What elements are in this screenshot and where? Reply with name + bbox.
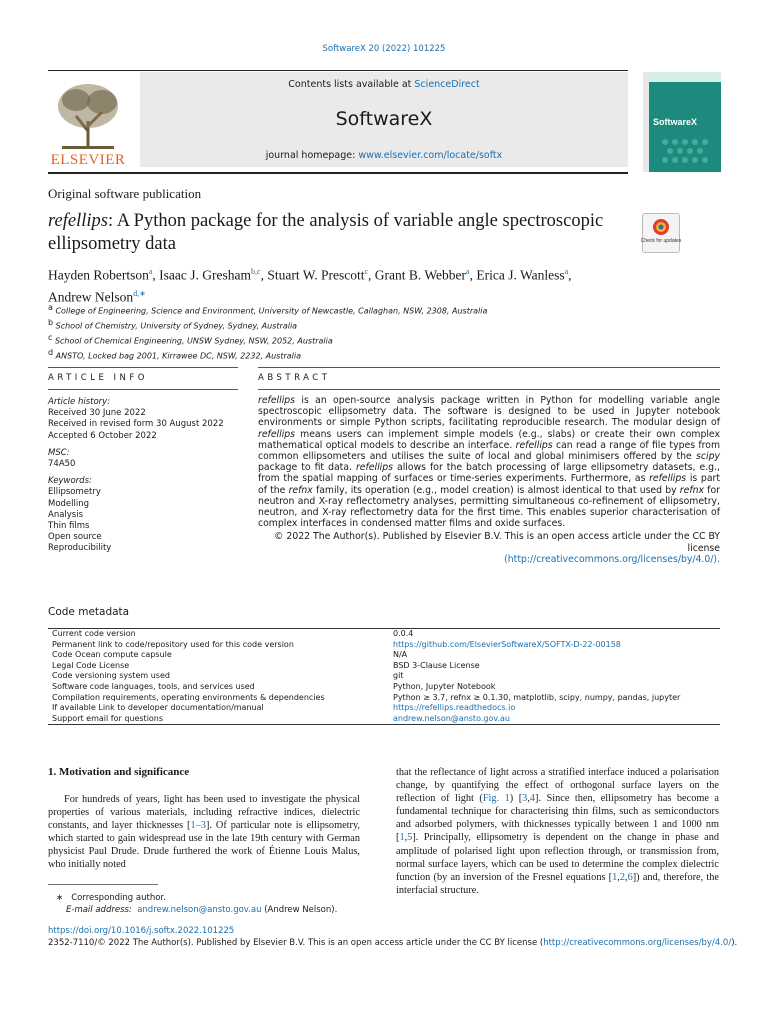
history-label: Article history:: [48, 397, 111, 407]
body-text-run: ,: [404, 832, 408, 844]
abstract-italic-term: refnx: [288, 484, 313, 496]
cc-license-link[interactable]: (http://creativecommons.org/licenses/by/4.0/).: [504, 553, 720, 565]
section-heading: 1. Motivation and significance: [48, 766, 190, 778]
code-metadata-key: Code Ocean compute capsule: [52, 650, 172, 660]
body-text-run: ,: [617, 871, 620, 883]
keyword: Analysis: [48, 509, 84, 520]
article-info-rule: [48, 389, 238, 390]
abstract-italic-term: refellips: [258, 395, 296, 406]
code-metadata-value-cell: [389, 671, 720, 682]
code-metadata-value-cell: [389, 650, 720, 661]
body-text-run: ]. Principally, ellipsometry is dependent on the change in phase and amplitude of polarised light upon reflection through, or transmission from, normal surface layers, which can be used to determine the complex dielectric function (by an inversion of the Fresnel equations [: [396, 832, 719, 883]
msc-code: 74A50: [48, 459, 76, 470]
code-metadata-row: [48, 661, 720, 672]
journal-homepage-link[interactable]: www.elsevier.com/locate/softx: [358, 150, 503, 161]
title-italic-part: refellips: [48, 211, 108, 231]
keyword-list: [48, 487, 238, 554]
affiliation-item: [48, 317, 487, 332]
body-column-left: [48, 793, 360, 872]
affiliation-mark: c: [48, 333, 53, 343]
abstract-italic-term: refellips: [258, 428, 296, 440]
abstract-italic-term: refellips: [355, 462, 394, 474]
abstract-text-run: is an open-source analysis package written in Python for modelling variable angle spectroscopic ellipsometry data. The software is designed to be used in Jupyter notebook environments or simple Python scripts, facilitating reproducible research. The modular design of: [258, 395, 720, 429]
citation-link[interactable]: 1: [612, 871, 618, 883]
body-text-run: ]. Of particular note is ellipsometry, which started to gain widespread use in the late 19th century with German physicist Paul Drude. Drude furthered the work of Étienne Louis Malus, who initially noted: [48, 820, 360, 871]
email-label: E-mail address:: [66, 905, 132, 915]
author-email-link[interactable]: andrew.nelson@ansto.gov.au: [137, 905, 262, 915]
check-for-updates-icon: [640, 214, 682, 252]
author-name: Stuart W. Prescott: [267, 267, 365, 283]
abstract-text: [258, 395, 720, 529]
author-name: Grant B. Webber: [374, 267, 467, 283]
affiliation-mark: b: [48, 318, 54, 328]
abstract-rule-top: [258, 367, 720, 368]
code-metadata-value: git: [393, 671, 404, 681]
contents-prefix: Contents lists available at: [288, 79, 415, 90]
code-metadata-row: [48, 703, 720, 714]
affiliation-text: School of Chemistry, University of Sydney, Sydney, Australia: [55, 321, 298, 331]
code-metadata-row: [48, 682, 720, 693]
license-prefix: 2352-7110/© 2022 The Author(s). Published by Elsevier B.V. This is an open access article under the CC BY license (: [48, 938, 544, 948]
journal-cover-thumbnail[interactable]: [643, 72, 721, 172]
affiliation-item: [48, 302, 487, 317]
body-text-run: ,: [625, 871, 628, 883]
code-metadata-value-cell: [389, 661, 720, 672]
doi-line: [48, 926, 234, 936]
affiliation-text: College of Engineering, Science and Environment, University of Newcastle, Callaghan, NSW, 2308, Australia: [55, 306, 488, 316]
affiliation-text: School of Chemical Engineering, UNSW Sydney, NSW, 2052, Australia: [54, 336, 333, 346]
code-metadata-value-cell: [389, 714, 720, 725]
code-metadata-key: Software code languages, tools, and services used: [52, 681, 255, 691]
code-metadata-title: Code metadata: [48, 606, 130, 618]
code-metadata-link[interactable]: https://refellips.readthedocs.io: [393, 703, 516, 713]
code-metadata-key: Legal Code License: [52, 660, 130, 670]
keyword: Reproducibility: [48, 543, 112, 554]
accepted-date: Accepted 6 October 2022: [48, 430, 157, 441]
copyright-text: © 2022 The Author(s). Published by Elsevier B.V. This is an open access article under the CC BY license: [274, 531, 720, 554]
author-affiliation-mark[interactable]: a: [466, 267, 470, 276]
code-metadata-value: N/A: [393, 650, 408, 660]
abstract-heading: ABSTRACT: [258, 373, 331, 383]
license-suffix: ).: [731, 938, 738, 948]
abstract-text-run: for neutron and X-ray reflectometry analyses, permitting simultaneous co-refinement of ellipsometry, neutron, and X-ray reflectometry data for the first time. This enables superior characterisation of complex interfaces in condensed matter films and oxide surfaces.: [258, 484, 720, 530]
email-name: (Andrew Nelson).: [264, 905, 338, 915]
journal-name: SoftwareX: [335, 108, 433, 130]
code-metadata-key: Permanent link to code/repository used for this code version: [52, 639, 294, 649]
abstract-italic-term: refnx: [679, 484, 705, 496]
contents-line: [140, 79, 628, 90]
body-text-run: ,: [527, 793, 530, 805]
article-info-heading: ARTICLE INFO: [48, 373, 148, 383]
body-text-run: that the reflectance of light across a stratified interface induced a polarisation change, by quantifying the effect of orthogonal surface layers on the reflection of light (: [396, 767, 719, 805]
article-title: [48, 210, 608, 256]
abstract-text-run: can read a range of file types from common ellipsometers and utilises the suite of local and global minimisers offered by the: [258, 439, 721, 463]
code-metadata-table: [48, 628, 720, 725]
body-text-run: ) [: [509, 793, 523, 805]
footnote: [56, 892, 337, 916]
abstract-text-run: is part of the: [258, 473, 721, 496]
copyright-line: [258, 531, 720, 565]
code-metadata-row: [48, 640, 720, 651]
msc-label: MSC:: [48, 447, 70, 458]
code-metadata-value-cell: [389, 693, 720, 704]
body-text-run: For hundreds of years, light has been used to investigate the physical properties of various materials, including refractive indices, dielectric constants, and layer thicknesses [: [48, 794, 360, 832]
citation-link[interactable]: 1–3: [190, 820, 206, 832]
corresponding-author: Corresponding author.: [71, 893, 166, 903]
code-metadata-key: Current code version: [48, 629, 389, 640]
publication-type: Original software publication: [48, 186, 202, 201]
abstract-text-run: means users can implement simple models (e.g., slabs) or create their own complex mathematical optical models to describe an interface.: [258, 428, 720, 451]
elsevier-wordmark: ELSEVIER: [50, 152, 126, 168]
footnote-star: ∗: [56, 893, 64, 903]
abstract-text-run: package to fit data.: [258, 462, 356, 474]
abstract-text-run: allows for the batch processing of large ellipsometry datasets, e.g., from the spatial mapping of surfaces or time-series experiments. Furthermore, as: [258, 462, 720, 485]
affiliation-text: ANSTO, Locked bag 2001, Kirrawee DC, NSW, 2232, Australia: [55, 352, 302, 362]
author-name: Hayden Robertson: [48, 267, 149, 283]
keyword: Open source: [48, 532, 102, 543]
title-rest: : A Python package for the analysis of variable angle spectroscopic ellipsometry data: [48, 211, 604, 254]
header-rule-bottom: [48, 172, 628, 174]
abstract-rule: [258, 389, 720, 390]
code-metadata-value: 0.0.4: [393, 629, 414, 638]
code-metadata-value-cell: [389, 703, 720, 714]
keyword: Modelling: [48, 498, 90, 509]
code-metadata-key: Compilation requirements, operating environments & dependencies: [52, 692, 325, 702]
code-metadata-key: Support email for questions: [48, 714, 389, 725]
homepage-line: [140, 150, 628, 161]
citation-link[interactable]: Fig. 1: [482, 793, 510, 805]
author-affiliation-mark[interactable]: a: [148, 267, 153, 276]
abstract-italic-term: scipy: [696, 451, 720, 463]
code-metadata-value: Python ≥ 3.7, refnx ≥ 0.1.30, matplotlib, scipy, numpy, pandas, jupyter: [393, 692, 681, 702]
author-affiliation-mark[interactable]: d,∗: [133, 288, 146, 298]
citation-link[interactable]: 2: [619, 871, 626, 883]
code-metadata-key: If available Link to developer documentation/manual: [52, 703, 264, 713]
affiliations: [48, 302, 487, 363]
code-metadata-row: [48, 650, 720, 661]
citation-link[interactable]: 4: [529, 793, 536, 805]
affiliation-item: [48, 347, 487, 362]
code-metadata-key: Code versioning system used: [52, 671, 170, 681]
affiliation-item: [48, 332, 487, 347]
body-text-run: ]. Since then, ellipsometry has become a fundamental technique for characterising thin films, such as semiconductors and adsorbed polymers, with thicknesses typically between 1 and 1000 nm [: [396, 793, 719, 844]
cover-title: SoftwareX: [653, 117, 698, 127]
code-metadata-value-cell: [389, 629, 720, 640]
body-text-run: ]) and, therefore, the interfacial structure.: [396, 871, 719, 896]
check-updates-label: Check for updates: [640, 238, 682, 244]
article-info-rule-top: [48, 367, 238, 368]
code-metadata-value-cell: [389, 682, 720, 693]
footnote-rule: [48, 884, 158, 885]
author-name: Isaac J. Gresham: [159, 267, 252, 283]
abstract-text-run: family, its operation (e.g., model creation) is almost identical to that used by: [312, 484, 680, 496]
received-date: Received 30 June 2022: [48, 408, 146, 419]
keyword: Thin films: [48, 521, 90, 532]
code-metadata-value: BSD 3-Clause License: [393, 660, 480, 670]
affiliation-mark: a: [48, 303, 53, 312]
author-name: Andrew Nelson: [48, 289, 134, 304]
doi-link[interactable]: https://doi.org/10.1016/j.softx.2022.101225: [48, 926, 235, 936]
code-metadata-link[interactable]: https://github.com/ElsevierSoftwareX/SOFTX-D-22-00158: [393, 639, 621, 649]
abstract-italic-term: refellips: [515, 439, 553, 451]
author-affiliation-mark[interactable]: b,c: [251, 267, 261, 276]
citation-link[interactable]: 3: [522, 793, 528, 805]
abstract: [258, 395, 720, 565]
citation-link[interactable]: 1: [399, 832, 405, 844]
author-affiliation-mark[interactable]: a: [564, 267, 569, 276]
affiliation-mark: d: [48, 348, 54, 358]
author-name: Erica J. Wanless: [476, 267, 565, 283]
journal-reference-link[interactable]: SoftwareX 20 (2022) 101225: [322, 44, 446, 54]
license-footer: [48, 938, 737, 948]
code-metadata-row: [48, 629, 720, 640]
citation-link[interactable]: 5: [407, 832, 413, 844]
citation-link[interactable]: 6: [627, 871, 633, 883]
check-for-updates-badge[interactable]: [642, 213, 680, 253]
code-metadata-value-cell: [389, 640, 720, 651]
abstract-italic-term: refellips: [649, 473, 687, 485]
sciencedirect-link[interactable]: ScienceDirect: [414, 79, 480, 90]
footer-license-link[interactable]: http://creativecommons.org/licenses/by/4.0/: [543, 938, 732, 948]
homepage-prefix: journal homepage:: [265, 150, 359, 161]
revised-date: Received in revised form 30 August 2022: [48, 419, 224, 430]
header-rule-top: [48, 70, 628, 71]
author-affiliation-mark[interactable]: c: [364, 267, 369, 276]
code-metadata-row: [48, 693, 720, 704]
body-column-right: [396, 766, 719, 897]
keyword: Ellipsometry: [48, 487, 101, 498]
code-metadata-row: [48, 671, 720, 682]
author-list: Hayden Robertson$^a$, Isaac J. Gresham$^{b,c}$, Stuart W. Prescott$^c$, Grant B. Webber$^a$, Erica J. Wanless$^a$, Andrew Nelson$^{d,∗}$: [48, 267, 572, 304]
code-metadata-row: [48, 714, 720, 725]
keywords-label: Keywords:: [48, 476, 92, 487]
code-metadata-value: Python, Jupyter Notebook: [393, 681, 496, 691]
article-info: [48, 397, 238, 555]
code-metadata-link[interactable]: andrew.nelson@ansto.gov.au: [393, 713, 510, 723]
elsevier-logo: [48, 76, 128, 166]
